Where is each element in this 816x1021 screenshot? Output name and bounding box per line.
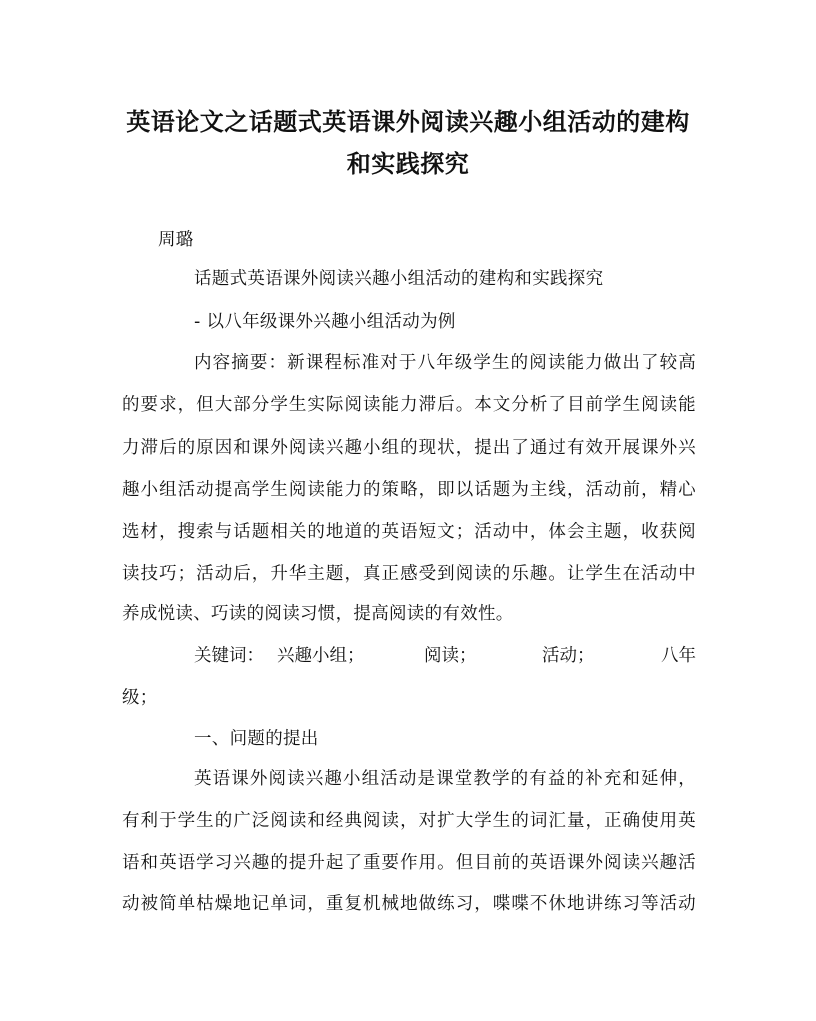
document-title-line-2: 和实践探究: [346, 149, 470, 178]
keyword-item: 活动；: [542, 646, 595, 666]
keyword-item: 兴趣小组；: [277, 646, 365, 666]
keyword-wrap: 级；: [122, 688, 158, 708]
section-heading: 一、问题的提出: [194, 729, 319, 749]
document-title-line-1: 英语论文之话题式英语课外阅读兴趣小组活动的建构: [126, 107, 690, 136]
subtitle-line-1: 话题式英语课外阅读兴趣小组活动的建构和实践探究: [194, 269, 604, 289]
keyword-item: 八年: [661, 646, 696, 666]
body-line: 语和英语学习兴趣的提升起了重要作用。但目前的英语课外阅读兴趣活: [122, 853, 696, 873]
abstract-line: 趣小组活动提高学生阅读能力的策略，即以话题为主线，活动前，精心: [122, 480, 696, 500]
keywords-row: [194, 645, 696, 667]
abstract-line: 内容摘要：新课程标准对于八年级学生的阅读能力做出了较高: [194, 353, 696, 373]
keywords-label: 关键词：: [194, 646, 264, 666]
body-line: 动被简单枯燥地记单词，重复机械地做练习，喋喋不休地讲练习等活动: [122, 894, 696, 914]
abstract-line: 读技巧；活动后，升华主题，真正感受到阅读的乐趣。让学生在活动中: [122, 564, 696, 584]
abstract-line: 力滞后的原因和课外阅读兴趣小组的现状，提出了通过有效开展课外兴: [122, 438, 696, 458]
abstract-line: 养成悦读、巧读的阅读习惯，提高阅读的有效性。: [122, 604, 514, 624]
abstract-line: 选材，搜索与话题相关的地道的英语短文；活动中，体会主题，收获阅: [122, 522, 696, 542]
body-line: 有利于学生的广泛阅读和经典阅读，对扩大学生的词汇量，正确使用英: [122, 811, 696, 831]
author-name: 周璐: [158, 230, 194, 250]
keyword-item: 阅读；: [424, 646, 477, 666]
subtitle-line-2: - 以八年级课外兴趣小组活动为例: [194, 312, 456, 332]
body-line: 英语课外阅读兴趣小组活动是课堂教学的有益的补充和延伸，: [194, 769, 696, 789]
abstract-line: 的要求，但大部分学生实际阅读能力滞后。本文分析了目前学生阅读能: [122, 395, 696, 415]
